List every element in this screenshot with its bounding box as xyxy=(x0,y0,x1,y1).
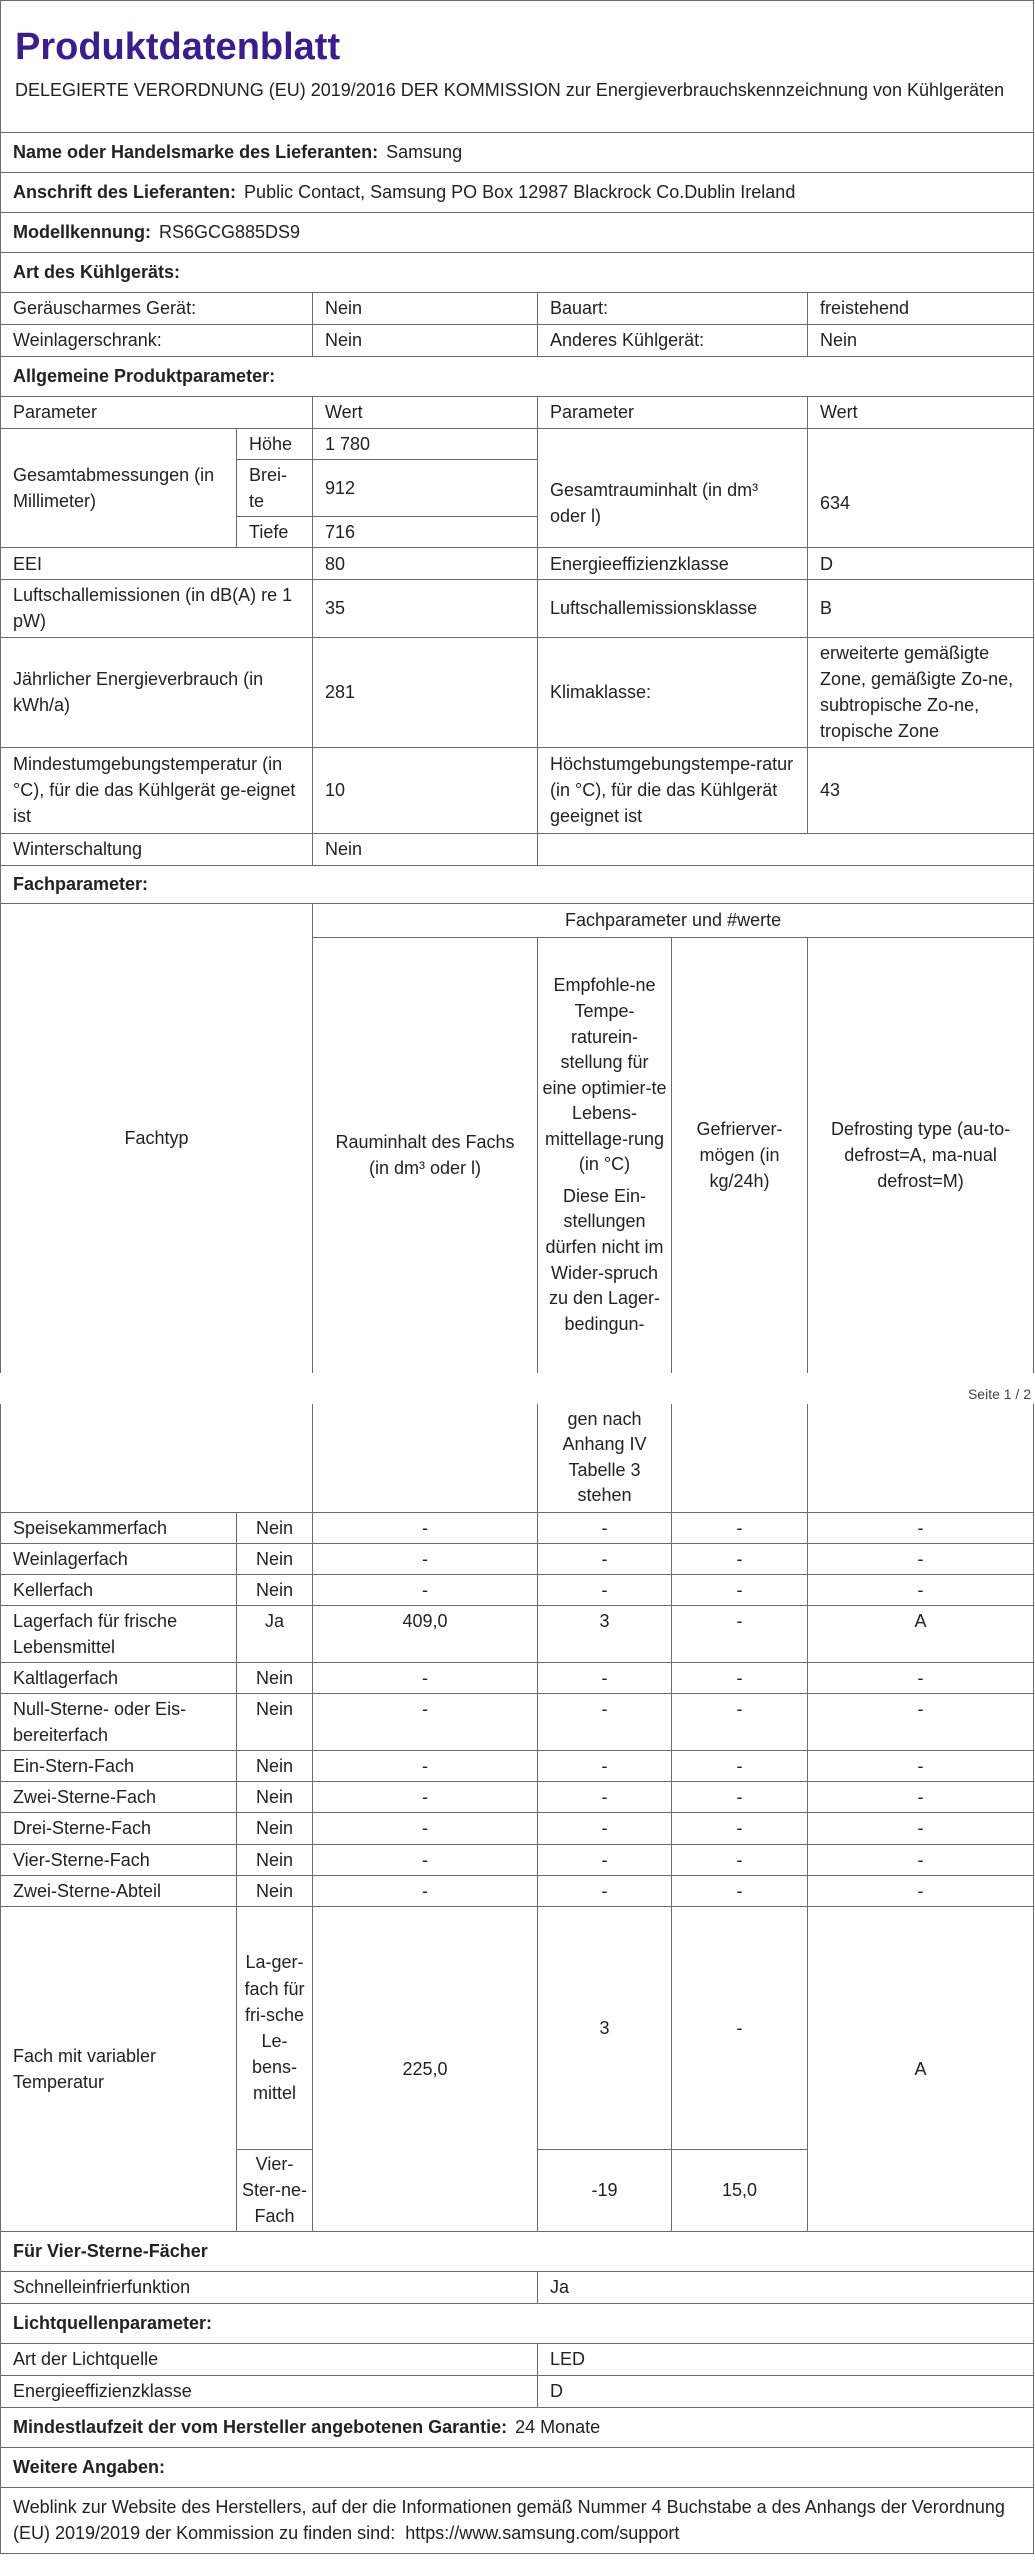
dimensions-label: Gesamtabmessungen (in Millimeter) xyxy=(1,429,237,548)
eei-label: EEI xyxy=(1,548,313,580)
compartment-temp-header-cont: gen nach Anhang IV Tabelle 3 stehen xyxy=(538,1404,672,1512)
compartment-present: Nein xyxy=(237,1813,313,1844)
fast-freeze-label: Schnelleinfrierfunktion xyxy=(1,2271,538,2303)
height-value: 1 780 xyxy=(313,429,538,460)
depth-label: Tiefe xyxy=(237,517,313,548)
compartment-present: Nein xyxy=(237,1512,313,1543)
compartment-temp: - xyxy=(538,1543,672,1574)
compartment-temp: - xyxy=(538,1782,672,1813)
noise-class-label: Luftschallemissionsklasse xyxy=(538,580,808,637)
general-section-heading: Allgemeine Produktparameter: xyxy=(1,357,1034,397)
compartment-freeze: - xyxy=(672,1782,808,1813)
volume-label-spacer xyxy=(538,429,808,460)
compartment-volume: - xyxy=(313,1813,538,1844)
compartment-defrost: - xyxy=(808,1875,1034,1906)
general-col-value-2: Wert xyxy=(808,397,1034,429)
winter-label: Winterschaltung xyxy=(1,833,313,865)
warranty-label: Mindestlaufzeit der vom Hersteller angebotenen Garantie: xyxy=(13,2417,508,2438)
variable-sub2-temp: -19 xyxy=(538,2149,672,2231)
other-appliance-label: Anderes Kühlgerät: xyxy=(538,325,808,357)
compartment-volume: - xyxy=(313,1512,538,1543)
compartment-volume: - xyxy=(313,1694,538,1751)
fast-freeze-value: Ja xyxy=(538,2271,1034,2303)
noise-label: Luftschallemissionen (in dB(A) re 1 pW) xyxy=(1,580,313,637)
compartment-defrost: - xyxy=(808,1662,1034,1693)
compartment-temp: - xyxy=(538,1512,672,1543)
noise-value: 35 xyxy=(313,580,538,637)
compartment-volume: - xyxy=(313,1751,538,1782)
compartment-name: Vier-Sterne-Fach xyxy=(1,1844,237,1875)
page-number: Seite 1 / 2 xyxy=(967,1386,1031,1402)
compartment-name: Drei-Sterne-Fach xyxy=(1,1813,237,1844)
general-col-param-2: Parameter xyxy=(538,397,808,429)
compartment-name: Ein-Stern-Fach xyxy=(1,1751,237,1782)
max-temp-label: Höchstumgebungstempe-ratur (in °C), für die das Kühlgerät geeignet ist xyxy=(538,747,808,833)
light-section-heading: Lichtquellenparameter: xyxy=(1,2303,1034,2343)
compartment-freeze-header-cont xyxy=(672,1404,808,1512)
table-row xyxy=(1,1844,1034,1875)
compartment-freeze: - xyxy=(672,1751,808,1782)
variable-volume-value: 225,0 xyxy=(313,1906,538,2231)
compartments-section-heading: Fachparameter: xyxy=(1,865,1034,903)
eei-value: 80 xyxy=(313,548,538,580)
compartment-volume: - xyxy=(313,1543,538,1574)
compartment-name: Null-Sterne- oder Eis-bereiterfach xyxy=(1,1694,237,1751)
further-info-row xyxy=(1,2487,1034,2553)
table-row xyxy=(1,1543,1034,1574)
compartment-volume: 409,0 xyxy=(313,1605,538,1662)
table-row xyxy=(1,1662,1034,1693)
compartment-freeze: - xyxy=(672,1574,808,1605)
variable-sub2-freeze: 15,0 xyxy=(672,2149,808,2231)
compartment-freeze-header: Gefrierver-mögen (in kg/24h) xyxy=(672,937,808,1373)
compartment-type-header-cont xyxy=(1,1404,313,1512)
supplier-address-label: Anschrift des Lieferanten: xyxy=(13,182,237,203)
compartment-freeze: - xyxy=(672,1543,808,1574)
compartment-temp: - xyxy=(538,1751,672,1782)
table-row xyxy=(1,1782,1034,1813)
compartment-defrost: - xyxy=(808,1844,1034,1875)
compartment-freeze: - xyxy=(672,1662,808,1693)
table-row xyxy=(1,1574,1034,1605)
page-title: Produktdatenblatt xyxy=(15,26,341,69)
energy-class-value: D xyxy=(808,548,1034,580)
low-noise-label: Geräuscharmes Gerät: xyxy=(1,293,313,325)
table-row xyxy=(1,1751,1034,1782)
compartment-name: Kaltlagerfach xyxy=(1,1662,237,1693)
datasheet-table-page2 xyxy=(0,1404,1034,2554)
supplier-name-row xyxy=(1,133,1034,173)
design-label: Bauart: xyxy=(538,293,808,325)
compartment-name: Weinlagerfach xyxy=(1,1543,237,1574)
compartment-freeze: - xyxy=(672,1694,808,1751)
other-appliance-value: Nein xyxy=(808,325,1034,357)
energy-consumption-label: Jährlicher Energieverbrauch (in kWh/a) xyxy=(1,637,313,747)
variable-compartment-name: Fach mit variabler Temperatur xyxy=(1,1906,237,2231)
energy-class-label: Energieeffizienzklasse xyxy=(538,548,808,580)
table-row xyxy=(1,1605,1034,1662)
volume-value-spacer xyxy=(808,429,1034,460)
compartment-freeze: - xyxy=(672,1605,808,1662)
compartment-present: Nein xyxy=(237,1574,313,1605)
compartment-defrost-header-cont xyxy=(808,1404,1034,1512)
variable-sub1-label: La-ger-fach für fri-sche Le-bens-mittel xyxy=(237,1906,313,2149)
model-value: RS6GCG885DS9 xyxy=(159,222,301,243)
compartment-volume-header: Rauminhalt des Fachs (in dm³ oder l) xyxy=(313,937,538,1373)
light-type-label: Art der Lichtquelle xyxy=(1,2343,538,2375)
compartment-temp-header xyxy=(538,937,672,1373)
compartment-defrost: - xyxy=(808,1574,1034,1605)
compartment-present: Nein xyxy=(237,1751,313,1782)
wine-cabinet-value: Nein xyxy=(313,325,538,357)
compartment-present: Nein xyxy=(237,1875,313,1906)
supplier-name-value: Samsung xyxy=(386,142,463,163)
width-value: 912 xyxy=(313,460,538,517)
compartment-freeze: - xyxy=(672,1875,808,1906)
compartment-volume: - xyxy=(313,1782,538,1813)
compartment-defrost-header: Defrosting type (au-to-defrost=A, ma-nual defrost=M) xyxy=(808,937,1034,1373)
supplier-address-value: Public Contact, Samsung PO Box 12987 Blackrock Co.Dublin Ireland xyxy=(244,182,796,203)
compartment-type-header: Fachtyp xyxy=(1,903,313,1373)
height-label: Höhe xyxy=(237,429,313,460)
compartment-volume: - xyxy=(313,1844,538,1875)
compartment-name: Lagerfach für frische Lebensmittel xyxy=(1,1605,237,1662)
compartment-freeze: - xyxy=(672,1844,808,1875)
supplier-address-row xyxy=(1,173,1034,213)
compartment-present: Ja xyxy=(237,1605,313,1662)
compartment-temp: - xyxy=(538,1813,672,1844)
compartment-present: Nein xyxy=(237,1662,313,1693)
compartment-temp: - xyxy=(538,1662,672,1693)
table-row xyxy=(1,1813,1034,1844)
title-cell xyxy=(1,1,1034,133)
compartment-rows xyxy=(1,1512,1034,1906)
general-col-value: Wert xyxy=(313,397,538,429)
compartment-temp: - xyxy=(538,1875,672,1906)
compartment-present: Nein xyxy=(237,1694,313,1751)
compartment-temp-header-a: Empfohle-ne Tempe-raturein-stellung für eine optimier-te Lebens-mittellage-rung (in °C) xyxy=(542,975,667,1175)
compartment-name: Zwei-Sterne-Abteil xyxy=(1,1875,237,1906)
warranty-value: 24 Monate xyxy=(515,2417,601,2438)
light-class-value: D xyxy=(538,2375,1034,2407)
general-col-param: Parameter xyxy=(1,397,313,429)
table-row xyxy=(1,1694,1034,1751)
light-type-value: LED xyxy=(538,2343,1034,2375)
compartment-temp: - xyxy=(538,1844,672,1875)
variable-sub1-freeze: - xyxy=(672,1906,808,2149)
variable-sub1-temp: 3 xyxy=(538,1906,672,2149)
manufacturer-weblink[interactable]: https://www.samsung.com/support xyxy=(405,2523,680,2544)
model-label: Modellkennung: xyxy=(13,222,151,243)
compartment-defrost: - xyxy=(808,1543,1034,1574)
compartment-volume: - xyxy=(313,1662,538,1693)
compartment-name: Kellerfach xyxy=(1,1574,237,1605)
winter-empty-cell xyxy=(538,833,1034,865)
further-info-text: Weblink zur Website des Herstellers, auf der die Informationen gemäß Nummer 4 Buchstabe a des Anhangs der Verordnung (EU) 2019/2019 der Kommission zu finden sind: xyxy=(13,2497,1005,2544)
compartment-defrost: - xyxy=(808,1512,1034,1543)
total-volume-label: Gesamtrauminhalt (in dm³ oder l) xyxy=(538,460,808,548)
variable-sub2-label: Vier-Ster-ne-Fach xyxy=(237,2149,313,2231)
four-star-heading: Für Vier-Sterne-Fächer xyxy=(1,2231,1034,2271)
page-subtitle: DELEGIERTE VERORDNUNG (EU) 2019/2016 DER KOMMISSION zur Energieverbrauchskennzeichnung von Kühlgeräten xyxy=(15,79,1005,100)
compartment-volume: - xyxy=(313,1875,538,1906)
compartment-temp-header-b: Diese Ein-stellungen dürfen nicht im Wider-spruch zu den Lager-bedingun- xyxy=(545,1185,664,1334)
compartment-defrost: - xyxy=(808,1813,1034,1844)
supplier-name-label: Name oder Handelsmarke des Lieferanten: xyxy=(13,142,379,163)
total-volume-value: 634 xyxy=(808,460,1034,548)
min-temp-value: 10 xyxy=(313,747,538,833)
design-value: freistehend xyxy=(808,293,1034,325)
further-info-heading: Weitere Angaben: xyxy=(1,2447,1034,2487)
width-label: Brei-te xyxy=(237,460,313,517)
low-noise-value: Nein xyxy=(313,293,538,325)
depth-value: 716 xyxy=(313,517,538,548)
compartment-name: Speisekammerfach xyxy=(1,1512,237,1543)
compartment-temp: - xyxy=(538,1574,672,1605)
compartment-group-header: Fachparameter und #werte xyxy=(313,903,1034,937)
light-class-label: Energieeffizienzklasse xyxy=(1,2375,538,2407)
compartment-name: Zwei-Sterne-Fach xyxy=(1,1782,237,1813)
compartment-freeze: - xyxy=(672,1512,808,1543)
compartment-present: Nein xyxy=(237,1844,313,1875)
compartment-volume: - xyxy=(313,1574,538,1605)
compartment-temp: 3 xyxy=(538,1605,672,1662)
compartment-defrost: - xyxy=(808,1751,1034,1782)
compartment-present: Nein xyxy=(237,1782,313,1813)
climate-class-value: erweiterte gemäßigte Zone, gemäßigte Zo-ne, subtropische Zo-ne, tropische Zone xyxy=(808,637,1034,747)
compartment-temp: - xyxy=(538,1694,672,1751)
compartment-defrost: A xyxy=(808,1605,1034,1662)
type-section-heading: Art des Kühlgeräts: xyxy=(1,253,1034,293)
wine-cabinet-label: Weinlagerschrank: xyxy=(1,325,313,357)
compartment-freeze: - xyxy=(672,1813,808,1844)
warranty-row xyxy=(1,2407,1034,2447)
max-temp-value: 43 xyxy=(808,747,1034,833)
compartment-volume-header-cont xyxy=(313,1404,538,1512)
winter-value: Nein xyxy=(313,833,538,865)
model-row xyxy=(1,213,1034,253)
compartment-defrost: - xyxy=(808,1782,1034,1813)
climate-class-label: Klimaklasse: xyxy=(538,637,808,747)
min-temp-label: Mindestumgebungstemperatur (in °C), für die das Kühlgerät ge-eignet ist xyxy=(1,747,313,833)
compartment-present: Nein xyxy=(237,1543,313,1574)
table-row xyxy=(1,1875,1034,1906)
compartment-defrost: - xyxy=(808,1694,1034,1751)
table-row xyxy=(1,1512,1034,1543)
variable-defrost-value: A xyxy=(808,1906,1034,2231)
noise-class-value: B xyxy=(808,580,1034,637)
energy-consumption-value: 281 xyxy=(313,637,538,747)
